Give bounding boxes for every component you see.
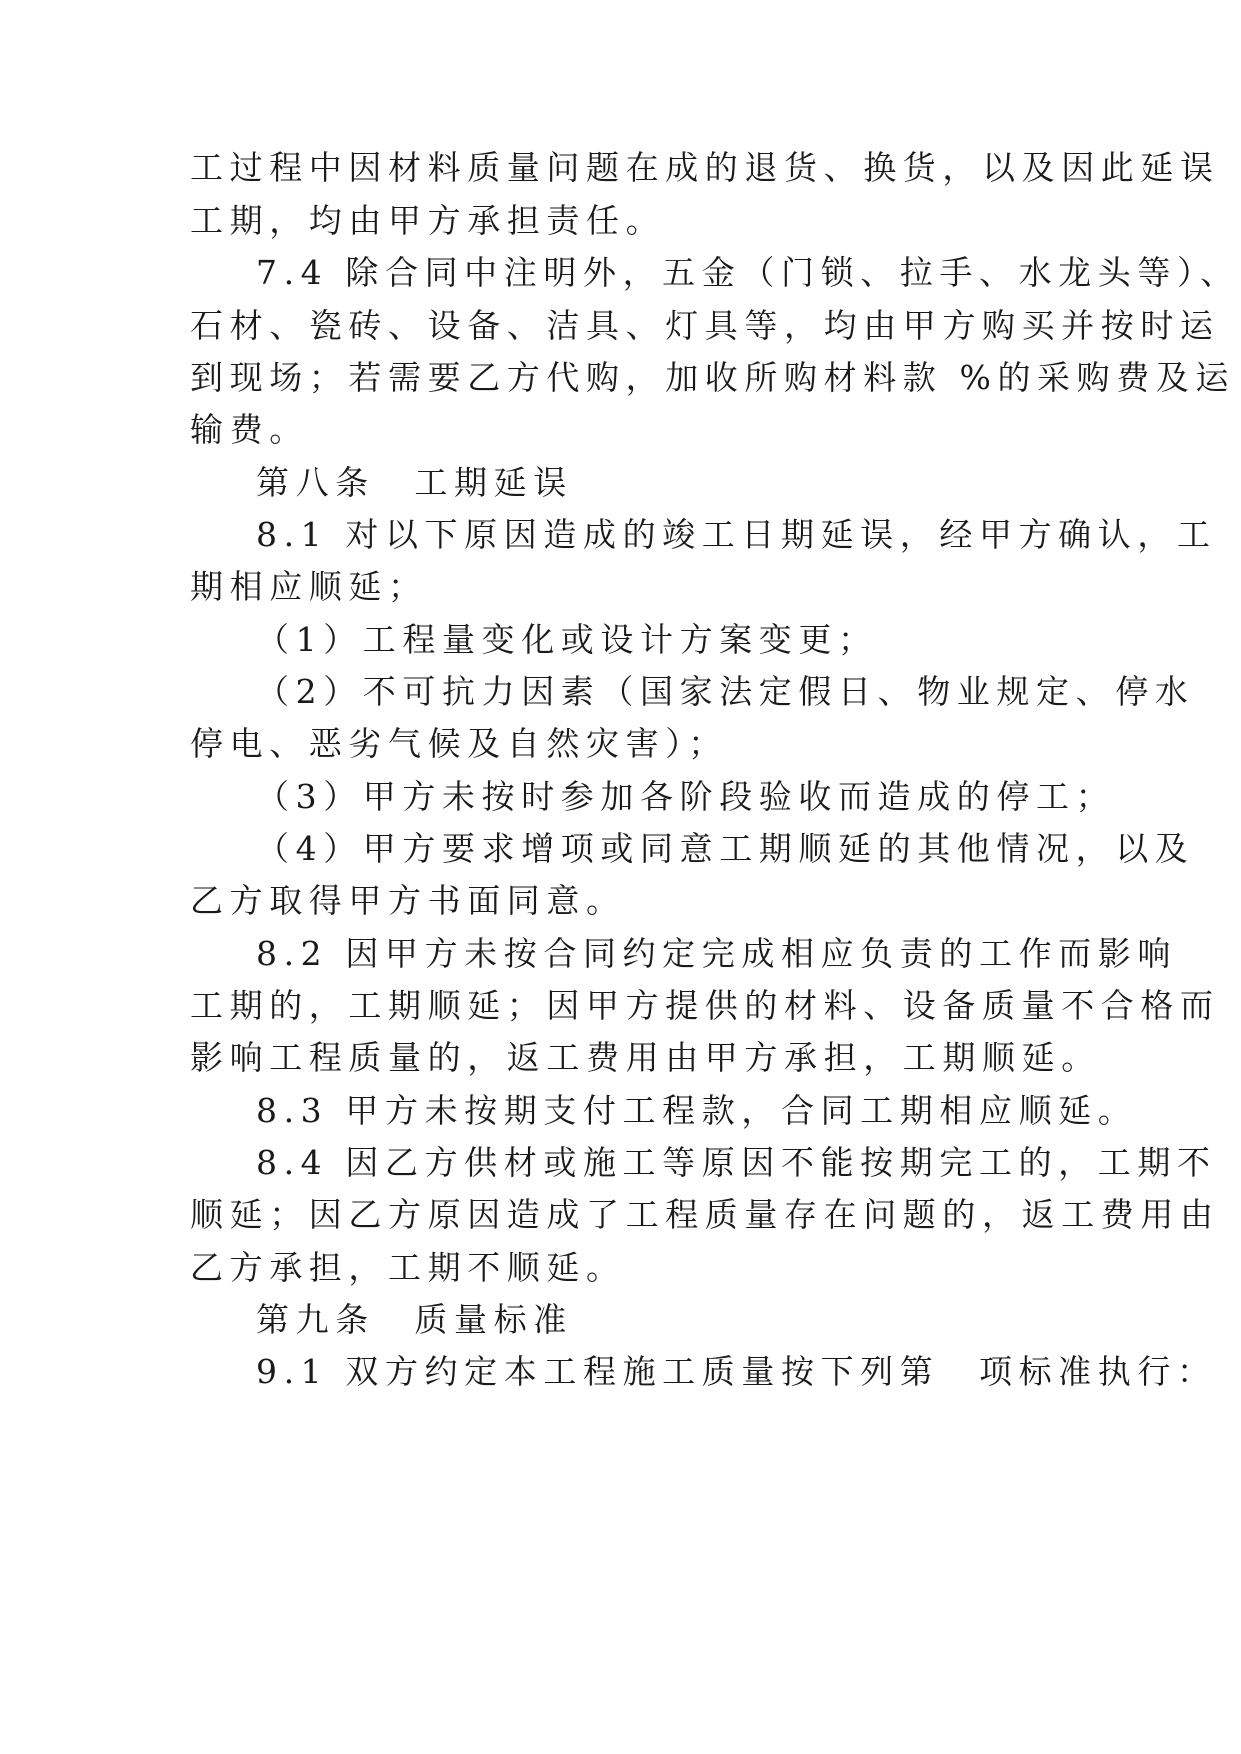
list-item-2: （2）不可抗力因素（国家法定假日、物业规定、停水 [256, 672, 1195, 711]
paragraph-8-2: 8.2 因甲方未按合同约定完成相应负责的工作而影响 [256, 934, 1177, 973]
paragraph-9-1: 9.1 双方约定本工程施工质量按下列第 项标准执行： [256, 1352, 1217, 1391]
text-line: 石材、瓷砖、设备、洁具、灯具等，均由甲方购买并按时运 [190, 306, 1220, 345]
text-line: 工期，均由甲方承担责任。 [190, 201, 666, 240]
text-line: 到现场；若需要乙方代购，加收所购材料款 %的采购费及运 [190, 358, 1236, 397]
list-item-1: （1）工程量变化或设计方案变更； [256, 620, 878, 659]
list-item-4: （4）甲方要求增项或同意工期顺延的其他情况，以及 [256, 829, 1195, 868]
paragraph-7-4: 7.4 除合同中注明外，五金（门锁、拉手、水龙头等）、 [256, 253, 1240, 292]
paragraph-8-1: 8.1 对以下原因造成的竣工日期延误，经甲方确认，工 [256, 515, 1217, 554]
article-8-heading: 第八条 工期延误 [256, 463, 573, 502]
text-line: 输费。 [190, 410, 309, 449]
text-line: 乙方取得甲方书面同意。 [190, 881, 626, 920]
text-line: 顺延；因乙方原因造成了工程质量存在问题的，返工费用由 [190, 1195, 1220, 1234]
text-line: 停电、恶劣气候及自然灾害）； [190, 724, 728, 763]
text-line: 期相应顺延； [190, 567, 428, 606]
text-line: 影响工程质量的，返工费用由甲方承担，工期顺延。 [190, 1038, 1101, 1077]
text-line: 工过程中因材料质量问题在成的退货、换货，以及因此延误 [190, 148, 1220, 187]
article-9-heading: 第九条 质量标准 [256, 1300, 573, 1339]
list-item-3: （3）甲方未按时参加各阶段验收而造成的停工； [256, 777, 1116, 816]
paragraph-8-3: 8.3 甲方未按期支付工程款，合同工期相应顺延。 [256, 1091, 1138, 1130]
text-line: 工期的，工期顺延；因甲方提供的材料、设备质量不合格而 [190, 986, 1220, 1025]
text-line: 乙方承担，工期不顺延。 [190, 1248, 626, 1287]
paragraph-8-4: 8.4 因乙方供材或施工等原因不能按期完工的，工期不 [256, 1143, 1217, 1182]
